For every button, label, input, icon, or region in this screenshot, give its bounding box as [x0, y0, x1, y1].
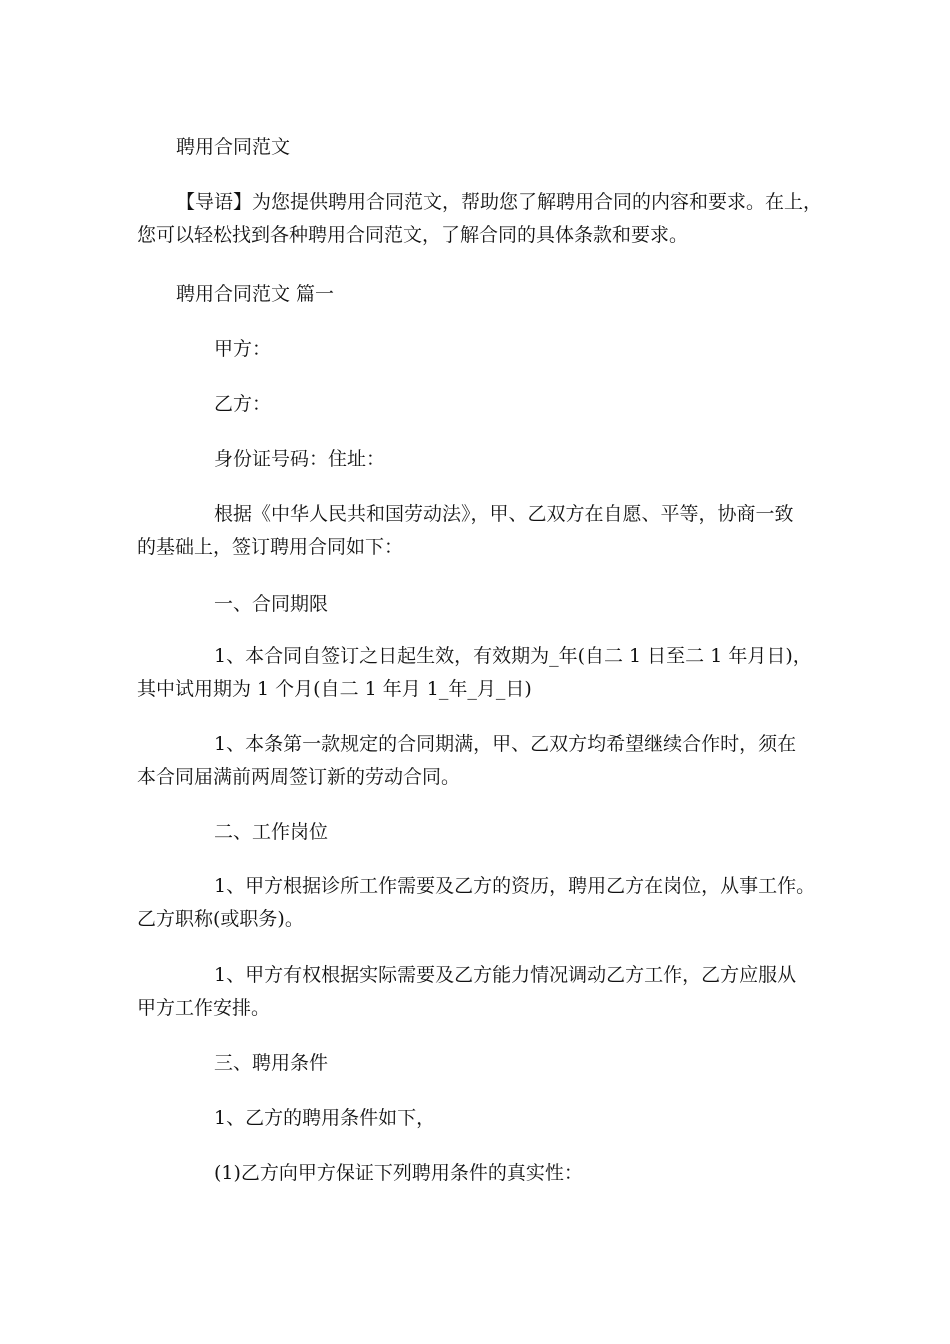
- clause-1-1-line-2: 其中试用期为 1 个月(自二 1 年月 1_年_月_日): [137, 678, 532, 700]
- clause-1-1: [137, 640, 823, 706]
- section-title: 聘用合同范文 篇一: [176, 283, 335, 305]
- clause-1-2-line-2: 本合同届满前两周签订新的劳动合同。: [137, 766, 461, 788]
- heading-job-position: 二、工作岗位: [214, 821, 329, 843]
- party-a-label: 甲方：: [214, 338, 272, 360]
- clause-2-1-line-2: 乙方职称(或职务)。: [137, 908, 304, 930]
- clause-1-1-line-1: 1、本合同自签订之日起生效，有效期为_年(自二 1 日至二 1 年月日)，: [214, 645, 812, 667]
- clause-1-2: [137, 728, 823, 794]
- clause-3-1-1: (1)乙方向甲方保证下列聘用条件的真实性：: [214, 1162, 583, 1184]
- clause-2-2-line-2: 甲方工作安排。: [137, 997, 271, 1019]
- clause-2-2-line-1: 1、甲方有权根据实际需要及乙方能力情况调动乙方工作，乙方应服从: [214, 964, 797, 986]
- document-title: 聘用合同范文: [176, 136, 291, 158]
- clause-1-2-line-1: 1、本条第一款规定的合同期满，甲、乙双方均希望继续合作时，须在: [214, 733, 797, 755]
- heading-employment-conditions: 三、聘用条件: [214, 1052, 329, 1074]
- intro-line-2: 您可以轻松找到各种聘用合同范文，了解合同的具体条款和要求。: [137, 224, 689, 246]
- clause-2-1: [137, 870, 823, 936]
- preamble-paragraph: [137, 498, 823, 564]
- clause-2-1-line-1: 1、甲方根据诊所工作需要及乙方的资历，聘用乙方在岗位，从事工作。: [214, 875, 816, 897]
- clause-2-2: [137, 959, 823, 1025]
- clause-3-1: 1、乙方的聘用条件如下，: [214, 1107, 436, 1129]
- intro-paragraph: [137, 186, 823, 252]
- intro-line-1: 【导语】为您提供聘用合同范文，帮助您了解聘用合同的内容和要求。在上，: [176, 191, 823, 213]
- preamble-line-2: 的基础上，签订聘用合同如下：: [137, 536, 404, 558]
- heading-contract-term: 一、合同期限: [214, 593, 329, 615]
- preamble-line-1: 根据《中华人民共和国劳动法》，甲、乙双方在自愿、平等，协商一致: [214, 503, 794, 525]
- party-b-label: 乙方：: [214, 393, 272, 415]
- id-address-label: 身份证号码：住址：: [214, 448, 386, 470]
